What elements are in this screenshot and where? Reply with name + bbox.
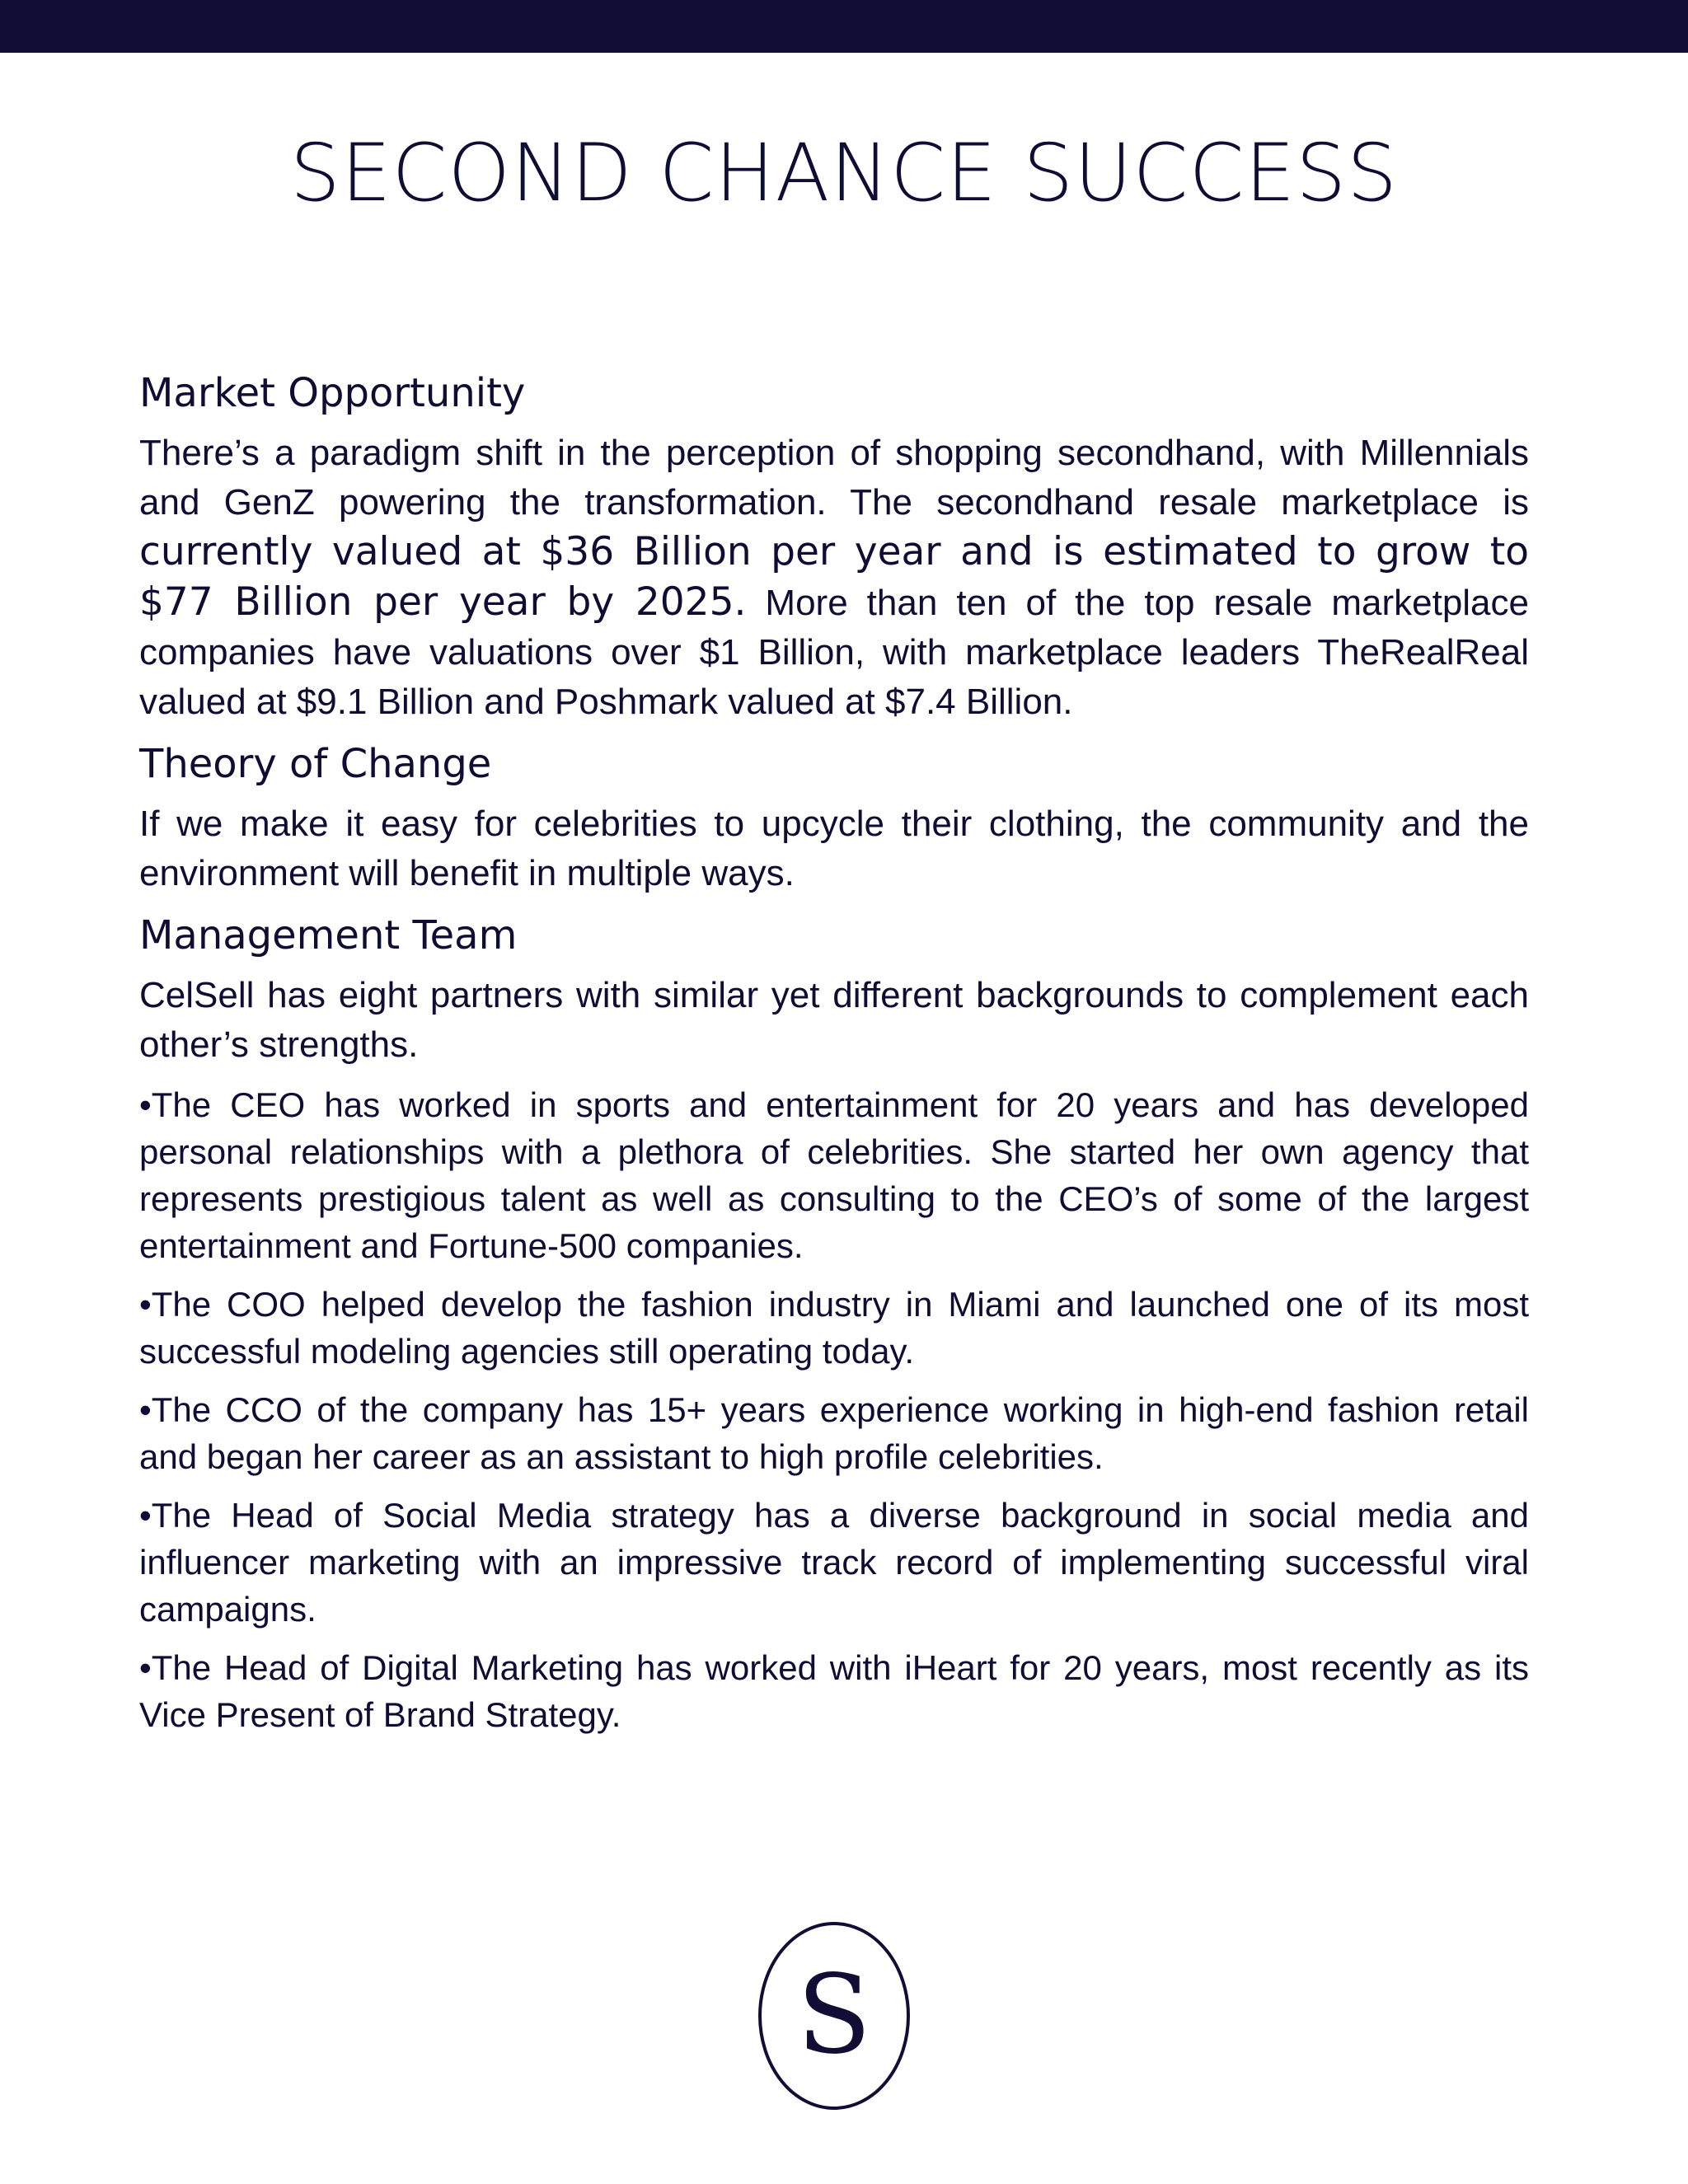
management-team-intro: CelSell has eight partners with similar yet different backgrounds to complement each other’s strengths. [139,975,1529,1065]
section-heading-market-opportunity: Market Opportunity [139,370,526,416]
section-heading-theory-of-change: Theory of Change [139,741,492,787]
monogram-s-logo-icon [757,1920,912,2111]
team-bullet-ceo: •The CEO has worked in sports and entertainment for 20 years and has developed personal relationships with a plethora of celebrities. She started her own agency that represents prestigious talent as well as consulting to the CEO’s of some of the largest entertainment and Fortune-500 companies. [139,1085,1529,1265]
document-body [139,368,1529,1750]
team-bullet-coo: •The COO helped develop the fashion industry in Miami and launched one of its most successful modeling agencies still operating today. [139,1285,1529,1371]
team-bullet-cco: •The CCO of the company has 15+ years experience working in high-end fashion retail and began her career as an assistant to high profile celebrities. [139,1390,1529,1476]
page-title: SECOND CHANCE SUCCESS [289,127,1399,219]
logo-letter: S [796,1952,872,2079]
section-heading-management-team: Management Team [139,912,518,958]
market-text-end: More than ten of the top resale marketplace companies have valuations over $1 Billion, with marketplace leaders TheRealReal valued at $9.1 Billion and Poshmark valued at $7.4 Billion. [139,583,1530,722]
top-banner-bar [0,0,1688,53]
market-valuation-highlight: currently valued at $36 Billion per year and is estimated to grow to $77 Billion per year by 2025. [139,529,1529,625]
theory-of-change-paragraph: If we make it easy for celebrities to upcycle their clothing, the community and the environment will benefit in multiple ways. [139,804,1529,893]
market-opportunity-paragraph [139,429,1529,727]
market-text-start: There’s a paradigm shift in the perception of shopping secondhand, with Millennials and GenZ powering the transformation. The secondhand resale marketplace is [139,433,1529,523]
team-bullet-digital-marketing: •The Head of Digital Marketing has worked with iHeart for 20 years, most recently as its Vice Present of Brand Strategy. [139,1648,1529,1734]
team-bullet-social-media: •The Head of Social Media strategy has a diverse background in social media and influencer marketing with an impressive track record of implementing successful viral campaigns. [139,1496,1529,1629]
